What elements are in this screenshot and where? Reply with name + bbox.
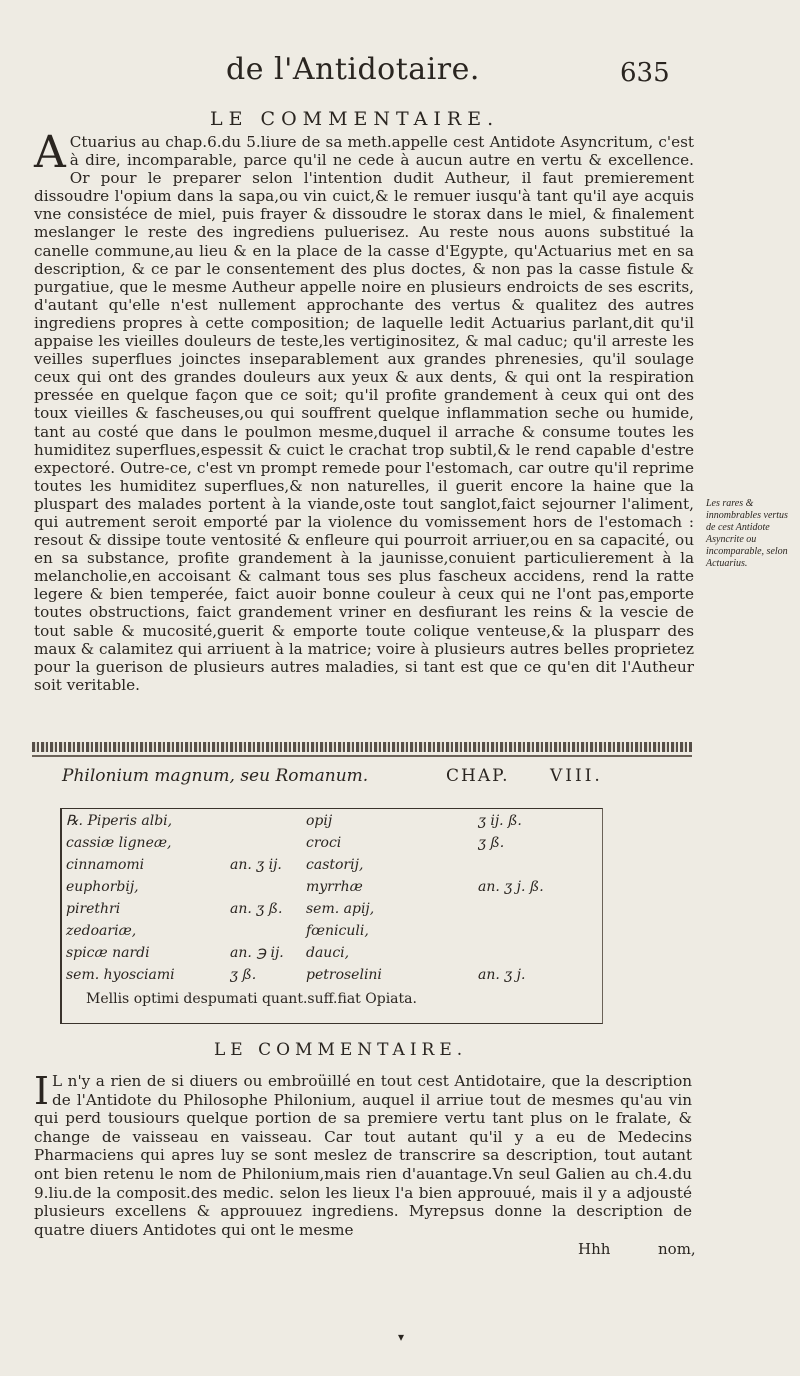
divider	[32, 755, 692, 757]
chapter-label: CHAP.	[446, 766, 510, 786]
ingredient: petroselini	[306, 967, 382, 983]
recipe-title: Philonium magnum, seu Romanum.	[62, 766, 369, 786]
recipe-footer: Mellis optimi despumati quant.suff.fiat Opiata.	[86, 991, 417, 1007]
recipe-row	[62, 835, 602, 855]
commentary-paragraph	[34, 1069, 692, 1239]
ingredient: spicæ nardi	[66, 945, 150, 961]
commentary-text: Ctuarius au chap.6.du 5.liure de sa meth.appelle cest Antidote Asyncritum, c'est à dire, incomparable, parce qu'il ne cede à aucun autre en vertu & excellence. Or pour le preparer selon l'intention dudit Autheur, il faut premierement dissoudre l'opium dans la sapa,ou vin cuict,& le remuer iusqu'à tant qu'il aye acquis vne consistéce de miel, puis frayer & dissoudre le storax dans le miel, & finalement meslanger le reste des ingrediens puluerisez. Au reste nous auons substitué la canelle commune,au lieu & en la place de la casse d'Egypte, qu'Actuarius met en sa description, & ce par le consentement des plus doctes, & non pas la casse fistule & purgatiue, que le mesme Autheur appelle noire en plusieurs endroicts de ses escrits, d'autant qu'elle n'est nullement approchante des vertus & qualitez des autres ingrediens propres à cette composition; de laquelle ledit Actuarius parlant,dit qu'il appaise les vieilles douleurs de teste,les vertiginositez, & mal caduc; qu'il arreste les veilles superflues joinctes inseparablement aux grandes phrenesies, qu'il soulage ceux qui ont des grandes douleurs aux yeux & aux dents, & qui ont la respiration pressée en quelque façon que ce soit; qu'il profite grandement à ceux qui ont des toux vieilles & fascheuses,ou qui souffrent quelque inflammation seche ou humide, tant au costé que dans le poulmon mesme,duquel il arrache & consume toutes les humiditez superflues,espessit & cuict le crachat trop subtil,& le rend capable d'estre expectoré. Outre-ce, c'est vn prompt remede pour l'estomach, car outre qu'il reprime toutes les humiditez superflues,& non naturelles, il guerit encore la haine que la pluspart des malades portent à la viande,oste tout sanglot,faict sejourner l'aliment, qui autrement seroit emporté par la violence du vomissement hors de l'estomach : resout & dissipe toute ventosité & enfleure qui pourroit arriuer,ou en sa capacité, ou en sa substance, profite grandement à la jaunisse,conuient particulierement à la melancholie,en accoisant & calmant tous ses plus fascheux accidens, rend la ratte legere & bien temperée, faict auoir bonne couleur à ceux qui ne l'ont pas,emporte toutes obstructions, faict grandement vriner en desfiurant les reins & la vescie de tout sable & mucosité,guerit & emporte toute colique venteuse,& la plusparr des maux & calamitez qui arriuent à la matrice; voire à plusieurs autres belles proprietez pour la guerison de plusieurs autres maladies, si tant est que ce qu'en dit l'Autheur soit veritable.	[34, 133, 694, 694]
recipe-row	[62, 857, 602, 877]
quantity: ʒ ij. ß.	[478, 813, 522, 829]
ingredient: cinnamomi	[66, 857, 145, 873]
ingredient: dauci,	[306, 945, 350, 961]
ingredient: ℞. Piperis albi,	[66, 813, 173, 829]
commentary-paragraph	[34, 127, 694, 694]
running-header	[0, 52, 800, 102]
ingredient: sem. apij,	[306, 901, 375, 917]
section-heading: LE COMMENTAIRE.	[214, 1040, 468, 1060]
ingredient: euphorbij,	[66, 879, 139, 895]
recipe-box	[60, 808, 603, 1024]
section-heading: LE COMMENTAIRE.	[210, 108, 500, 130]
marginal-note: Les rares & innombrables vertus de cest Antidote Asyncrite ou incomparable, selon Actuarius.	[706, 498, 788, 569]
ingredient: fœniculi,	[306, 923, 369, 939]
recipe-row	[62, 901, 602, 921]
drop-cap: I	[34, 1069, 50, 1113]
catchword: nom,	[658, 1240, 696, 1258]
quantity: an. ʒ j.	[478, 967, 526, 983]
drop-cap: A	[34, 127, 66, 178]
chapter-number: VIII.	[550, 766, 603, 786]
quantity: an. ʒ ij.	[230, 857, 282, 873]
ingredient: opij	[306, 813, 333, 829]
ingredient: croci	[306, 835, 342, 851]
recipe-row	[62, 923, 602, 943]
quantity: ʒ ß.	[230, 967, 257, 983]
ornamental-band	[32, 742, 692, 752]
ingredient: castorij,	[306, 857, 364, 873]
signature-mark: Hhh	[578, 1240, 611, 1258]
arrow-mark-icon: ▾	[398, 1330, 405, 1344]
quantity: an. ℈ ij.	[230, 945, 284, 961]
ingredient: sem. hyosciami	[66, 967, 175, 983]
chapter-heading	[62, 766, 702, 792]
ingredient: myrrhæ	[306, 879, 363, 895]
ingredient: cassiæ ligneæ,	[66, 835, 172, 851]
recipe-row	[62, 945, 602, 965]
recipe-row	[62, 879, 602, 899]
ingredient: pirethri	[66, 901, 121, 917]
quantity: an. ʒ ß.	[230, 901, 283, 917]
running-title: de l'Antidotaire.	[226, 52, 480, 87]
page-number: 635	[620, 58, 670, 88]
quantity: ʒ ß.	[478, 835, 505, 851]
ingredient: zedoariæ,	[66, 923, 137, 939]
commentary-text: L n'y a rien de si diuers ou embroüillé en tout cest Antidotaire, que la description de l'Antidote du Philosophe Philonium, auquel il arriue tout de mesmes qu'au vin qui perd tousiours quelque portion de sa premiere vertu tant plus on le fralate, & change de vaisseau en vaisseau. Car tout autant qu'il y a eu de Medecins Pharmaciens qui apres luy se sont meslez de transcrire sa description, tout autant ont bien retenu le nom de Philonium,mais rien d'auantage.Vn seul Galien au ch.4.du 9.liu.de la composit.des medic. selon les lieux l'a bien approuué, mais il y a adjousté plusieurs excellens & approuuez ingrediens. Myrepsus donne la description de quatre diuers Antidotes qui ont le mesme	[34, 1072, 692, 1239]
recipe-row	[62, 967, 602, 987]
quantity: an. ʒ j. ß.	[478, 879, 544, 895]
recipe-row	[62, 813, 602, 833]
